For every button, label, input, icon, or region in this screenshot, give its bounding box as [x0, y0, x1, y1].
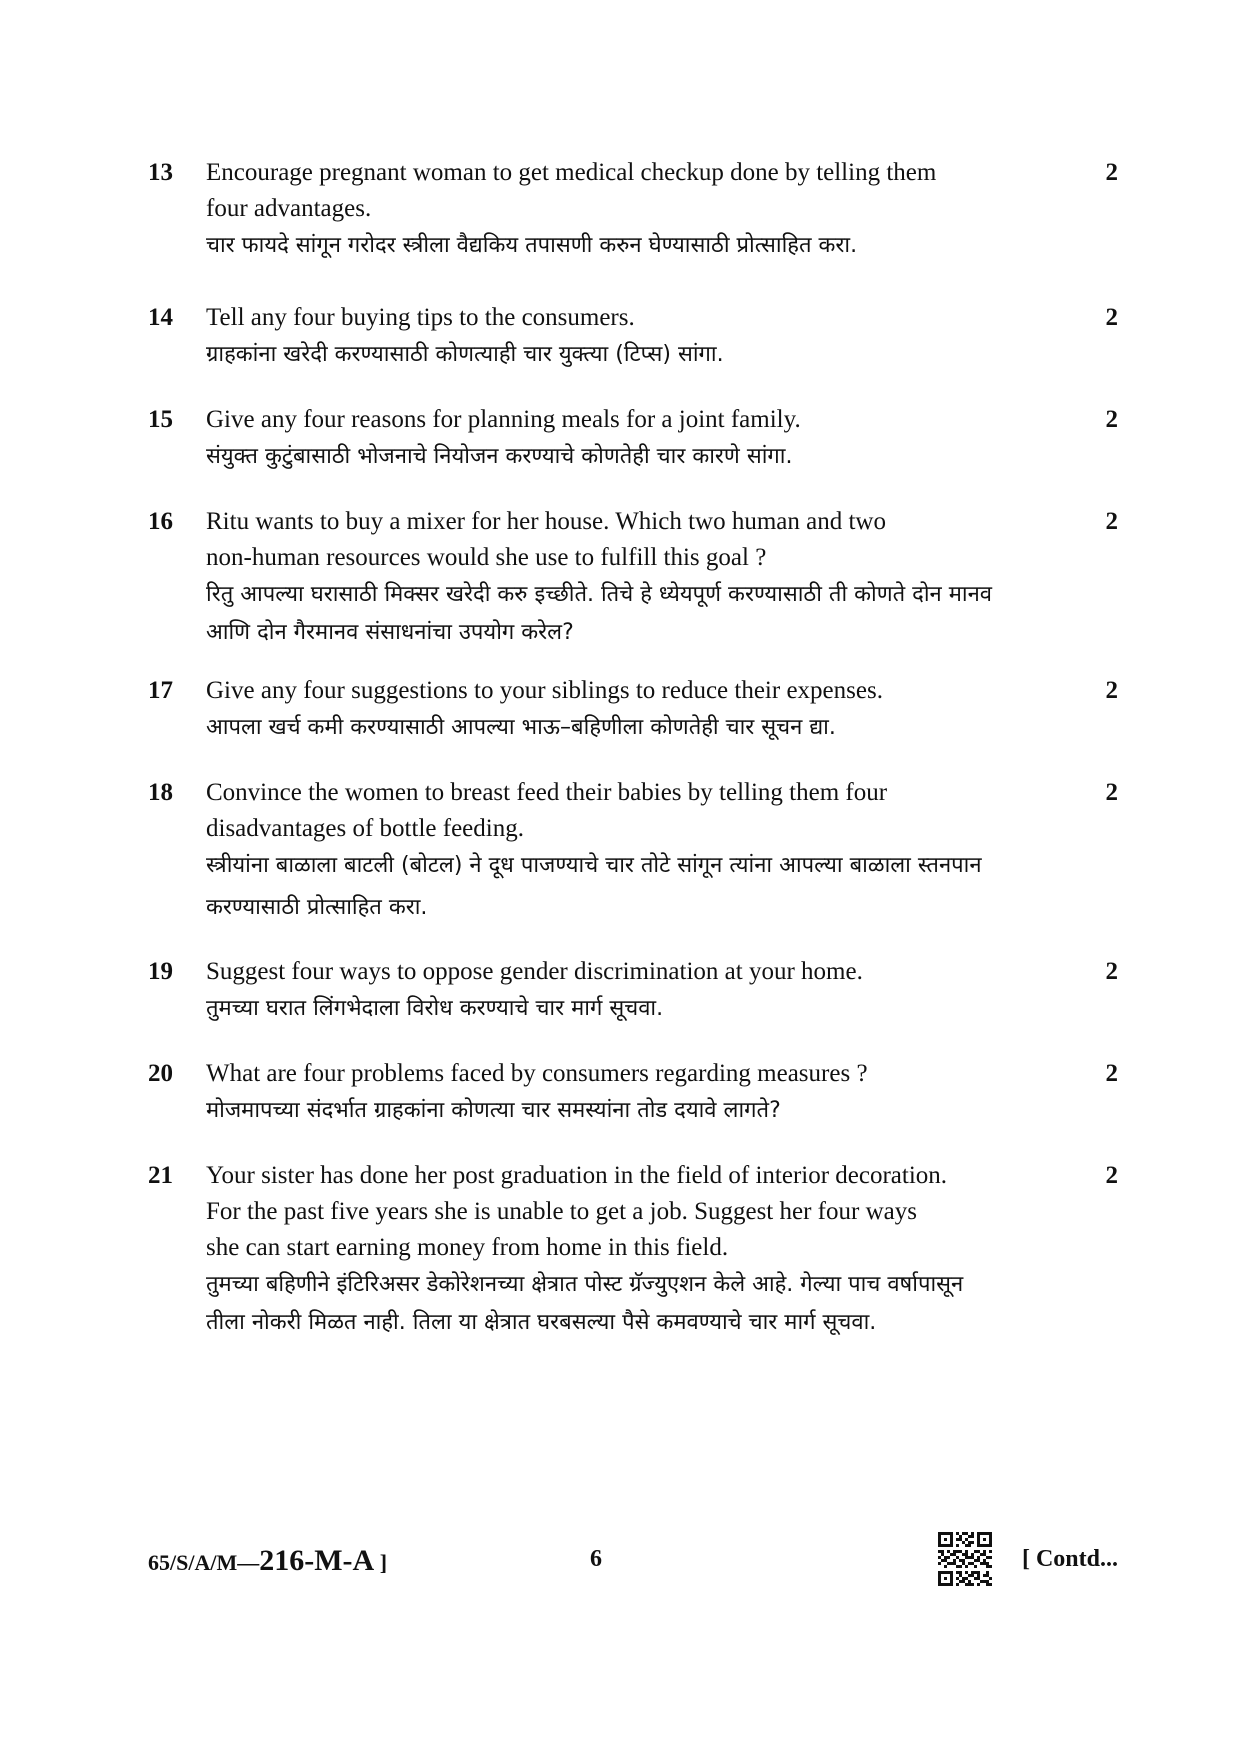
question-number: 18 — [148, 779, 173, 806]
question-body — [206, 402, 1068, 476]
question-text-marathi-line: ग्राहकांना खरेदी करण्यासाठी कोणत्याही चार युक्त्या (टिप्स) सांगा. — [206, 342, 724, 367]
question-body — [206, 504, 1068, 652]
question-body — [206, 954, 1068, 1028]
question-body — [206, 775, 1068, 927]
question-text-english-line: Ritu wants to buy a mixer for her house. Which two human and two — [206, 508, 886, 535]
question-number: 16 — [148, 508, 173, 535]
paper-code-main: 216-M-A — [259, 1544, 375, 1577]
paper-code-suffix: ] — [374, 1550, 388, 1575]
question-text-marathi-line: तीला नोकरी मिळत नाही. तिला या क्षेत्रात घरबसल्या पैसे कमवण्याचे चार मार्ग सूचवा. — [206, 1310, 877, 1335]
question-text-english-line: Convince the women to breast feed their babies by telling them four — [206, 779, 888, 806]
question-marks: 2 — [1105, 159, 1118, 186]
question-text-marathi-line: आपला खर्च कमी करण्यासाठी आपल्या भाऊ–बहिणीला कोणतेही चार सूचन द्या. — [206, 715, 836, 740]
question-body — [206, 673, 1068, 747]
page-number: 6 — [590, 1546, 602, 1572]
question-text-english-line: Encourage pregnant woman to get medical checkup done by telling them — [206, 159, 937, 186]
question-text-marathi-line: चार फायदे सांगून गरोदर स्त्रीला वैद्यकिय तपासणी करुन घेण्यासाठी प्रोत्साहित करा. — [206, 233, 858, 258]
question-marks: 2 — [1105, 508, 1118, 535]
question-text-english-line: four advantages. — [206, 195, 372, 222]
question-body — [206, 300, 1068, 374]
paper-code — [148, 1544, 387, 1578]
question-marks: 2 — [1105, 677, 1118, 704]
question-body — [206, 1056, 1068, 1130]
question-text-english-line: disadvantages of bottle feeding. — [206, 815, 524, 842]
question-body — [206, 1158, 1068, 1342]
question-text-marathi-line: तुमच्या घरात लिंगभेदाला विरोध करण्याचे चार मार्ग सूचवा. — [206, 996, 664, 1021]
question-text-english-line: Tell any four buying tips to the consumers. — [206, 304, 635, 331]
question-number: 20 — [148, 1060, 173, 1087]
question-text-marathi-line: करण्यासाठी प्रोत्साहित करा. — [206, 895, 428, 920]
question-text-english-line: Your sister has done her post graduation in the field of interior decoration. — [206, 1162, 948, 1189]
qr-code-icon — [938, 1532, 992, 1586]
question-text-marathi-line: तुमच्या बहिणीने इंटिरिअसर डेकोरेशनच्या क्षेत्रात पोस्ट ग्रॅज्युएशन केले आहे. गेल्या पाच वर्षापासून — [206, 1272, 964, 1297]
paper-code-prefix: 65/S/A/M— — [148, 1550, 260, 1575]
question-text-english-line: What are four problems faced by consumers regarding measures ? — [206, 1060, 868, 1087]
question-text-marathi-line: रितु आपल्या घरासाठी मिक्सर खरेदी करु इच्छीते. तिचे हे ध्येयपूर्ण करण्यासाठी ती कोणते दोन मानव — [206, 582, 993, 607]
continued-label: [ Contd... — [1021, 1546, 1118, 1572]
question-marks: 2 — [1105, 958, 1118, 985]
question-text-marathi-line: संयुक्त कुटुंबासाठी भोजनाचे नियोजन करण्याचे कोणतेही चार कारणे सांगा. — [206, 444, 793, 469]
question-number: 21 — [148, 1162, 173, 1189]
question-marks: 2 — [1105, 304, 1118, 331]
question-text-marathi-line: आणि दोन गैरमानव संसाधनांचा उपयोग करेल? — [206, 620, 574, 645]
question-number: 17 — [148, 677, 173, 704]
question-marks: 2 — [1105, 779, 1118, 806]
question-text-english-line: non-human resources would she use to fulfill this goal ? — [206, 544, 767, 571]
question-marks: 2 — [1105, 1060, 1118, 1087]
question-text-english-line: Give any four suggestions to your siblings to reduce their expenses. — [206, 677, 883, 704]
question-number: 13 — [148, 159, 173, 186]
question-number: 14 — [148, 304, 173, 331]
question-text-english-line: she can start earning money from home in this field. — [206, 1234, 729, 1261]
page-footer — [148, 1532, 1128, 1592]
question-text-marathi-line: स्त्रीयांना बाळाला बाटली (बोटल) ने दूध पाजण्याचे चार तोटे सांगून त्यांना आपल्या बाळाला स्तनपान — [206, 853, 982, 878]
question-body — [206, 155, 1068, 265]
question-number: 19 — [148, 958, 173, 985]
question-text-marathi-line: मोजमापच्या संदर्भात ग्राहकांना कोणत्या चार समस्यांना तोड दयावे लागते? — [206, 1098, 781, 1123]
question-number: 15 — [148, 406, 173, 433]
question-marks: 2 — [1105, 1162, 1118, 1189]
question-text-english-line: Suggest four ways to oppose gender discrimination at your home. — [206, 958, 863, 985]
question-marks: 2 — [1105, 406, 1118, 433]
question-text-english-line: For the past five years she is unable to get a job. Suggest her four ways — [206, 1198, 917, 1225]
question-text-english-line: Give any four reasons for planning meals for a joint family. — [206, 406, 801, 433]
